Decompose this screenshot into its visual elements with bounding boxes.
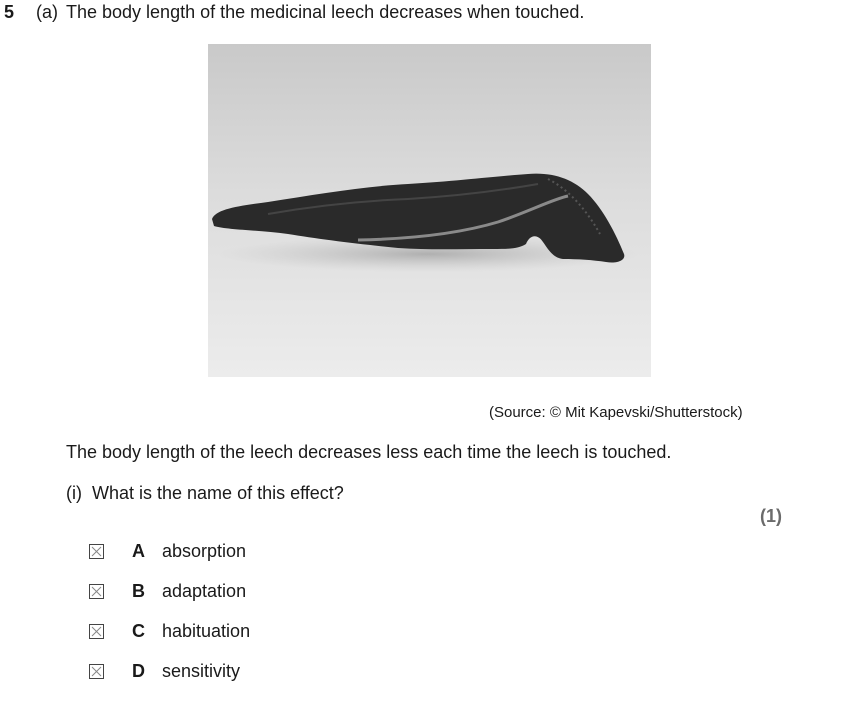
option-c[interactable] [89,619,250,643]
marks-label: (1) [760,506,782,526]
checkbox-icon[interactable] [89,624,104,639]
option-a[interactable] [89,539,246,563]
option-text: absorption [162,540,247,561]
option-letter: B [132,580,145,601]
sub-question-label: (i) [66,483,82,503]
checkbox-icon[interactable] [89,664,104,679]
option-d[interactable] [89,659,240,683]
checkbox-icon[interactable] [89,584,104,599]
part-label: (a) [36,2,58,22]
sub-question-i [66,483,344,504]
image-source-credit: (Source: © Mit Kapevski/Shutterstock) [489,404,743,421]
question-statement: The body length of the leech decreases less each time the leech is touched. [66,442,672,462]
option-text: adaptation [162,580,247,601]
option-letter: C [132,620,145,641]
option-letter: D [132,660,145,681]
part-text: The body length of the medicinal leech decreases when touched. [66,2,585,22]
question-part-a [36,2,584,23]
leech-photo [208,44,651,377]
checkbox-icon[interactable] [89,544,104,559]
option-b[interactable] [89,579,246,603]
question-number: 5 [4,2,15,22]
sub-question-text: What is the name of this effect? [92,483,344,503]
option-letter: A [132,540,145,561]
option-text: sensitivity [162,660,241,681]
option-text: habituation [162,620,251,641]
